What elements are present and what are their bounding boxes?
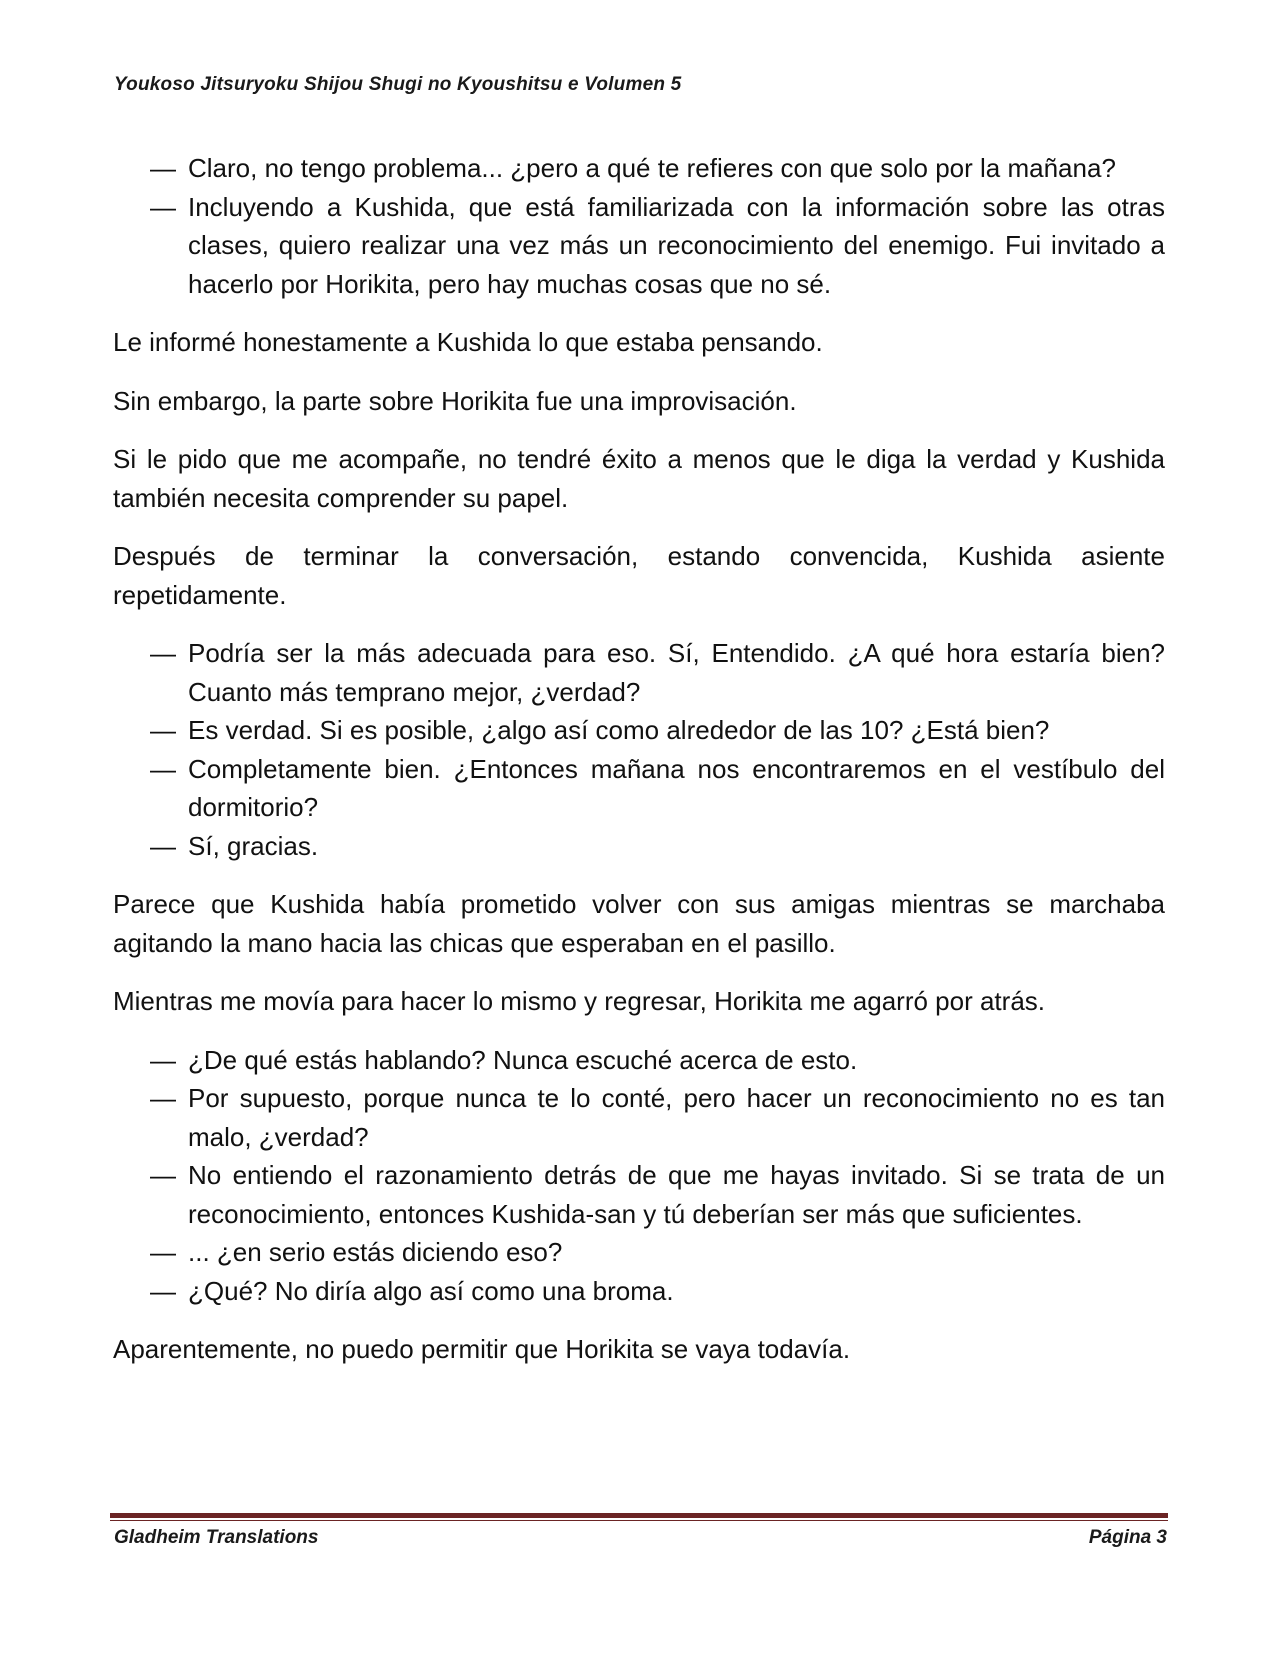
dialogue-text: Sí, gracias. <box>188 830 319 861</box>
dialogue-text: Claro, no tengo problema... ¿pero a qué te refieres con que solo por la mañana? <box>188 153 1116 183</box>
dialogue-line <box>113 1041 1165 1080</box>
paragraph: Le informé honestamente a Kushida lo que estaba pensando. <box>113 327 823 357</box>
paragraph: Si le pido que me acompañe, no tendré éxito a menos que le diga la verdad y Kushida también necesita comprender su papel. <box>113 444 1165 513</box>
dialogue-line <box>113 149 1165 188</box>
dialogue-dash: — <box>150 191 176 222</box>
footer-rule-thin <box>110 1520 1168 1521</box>
page-number: Página 3 <box>1088 1527 1167 1548</box>
dialogue-dash: — <box>150 1083 176 1113</box>
dialogue-dash: — <box>150 1160 176 1190</box>
paragraph: Después de terminar la conversación, estando convencida, Kushida asiente repetidamente. <box>113 541 1165 610</box>
dialogue-text: Incluyendo a Kushida, que está familiarizada con la información sobre las otras clases, quiero realizar una vez más un reconocimiento del enemigo. Fui invitado a hacerlo por Horikita, pero hay muchas cosas que no sé. <box>188 191 1165 299</box>
footer-rule <box>110 1513 1168 1518</box>
running-header: Youkoso Jitsuryoku Shijou Shugi no Kyoushitsu e Volumen 5 <box>114 74 682 95</box>
dialogue-text: ... ¿en serio estás diciendo eso? <box>188 1237 563 1267</box>
dialogue-line <box>113 1233 1165 1272</box>
dialogue-dash: — <box>150 153 176 183</box>
dialogue-text: Completamente bien. ¿Entonces mañana nos encontraremos en el vestíbulo del dormitorio? <box>188 753 1165 822</box>
dialogue-dash: — <box>150 1237 176 1267</box>
dialogue-text: Podría ser la más adecuada para eso. Sí, Entendido. ¿A qué hora estaría bien? Cuanto más temprano mejor, ¿verdad? <box>188 638 1165 707</box>
dialogue-line <box>113 1272 1165 1311</box>
dialogue-text: ¿Qué? No diría algo así como una broma. <box>188 1275 674 1306</box>
dialogue-dash: — <box>150 1044 176 1075</box>
dialogue-group <box>113 1041 1165 1311</box>
dialogue-group <box>113 149 1165 303</box>
dialogue-line <box>113 1156 1165 1233</box>
dialogue-dash: — <box>150 715 176 745</box>
dialogue-line <box>113 1079 1165 1156</box>
dialogue-line <box>113 188 1165 304</box>
page-body <box>113 149 1165 1389</box>
dialogue-text: Es verdad. Si es posible, ¿algo así como alrededor de las 10? ¿Está bien? <box>188 715 1050 745</box>
dialogue-group <box>113 634 1165 865</box>
dialogue-line <box>113 827 1165 866</box>
paragraph: Mientras me movía para hacer lo mismo y regresar, Horikita me agarró por atrás. <box>113 986 1046 1016</box>
dialogue-text: ¿De qué estás hablando? Nunca escuché acerca de esto. <box>188 1044 858 1075</box>
dialogue-dash: — <box>150 830 176 861</box>
footer-translator: Gladheim Translations <box>114 1527 319 1548</box>
paragraph: Sin embargo, la parte sobre Horikita fue una improvisación. <box>113 385 797 416</box>
dialogue-dash: — <box>150 638 176 668</box>
dialogue-line <box>113 750 1165 827</box>
paragraph: Aparentemente, no puedo permitir que Horikita se vaya todavía. <box>113 1334 851 1364</box>
dialogue-text: No entiendo el razonamiento detrás de que me hayas invitado. Si se trata de un reconocimiento, entonces Kushida-san y tú deberían ser más que suficientes. <box>188 1160 1165 1229</box>
dialogue-line <box>113 711 1165 750</box>
dialogue-dash: — <box>150 1275 176 1306</box>
dialogue-line <box>113 634 1165 711</box>
dialogue-dash: — <box>150 753 176 784</box>
dialogue-text: Por supuesto, porque nunca te lo conté, pero hacer un reconocimiento no es tan malo, ¿verdad? <box>188 1083 1165 1152</box>
paragraph: Parece que Kushida había prometido volver con sus amigas mientras se marchaba agitando la mano hacia las chicas que esperaban en el pasillo. <box>113 889 1165 958</box>
